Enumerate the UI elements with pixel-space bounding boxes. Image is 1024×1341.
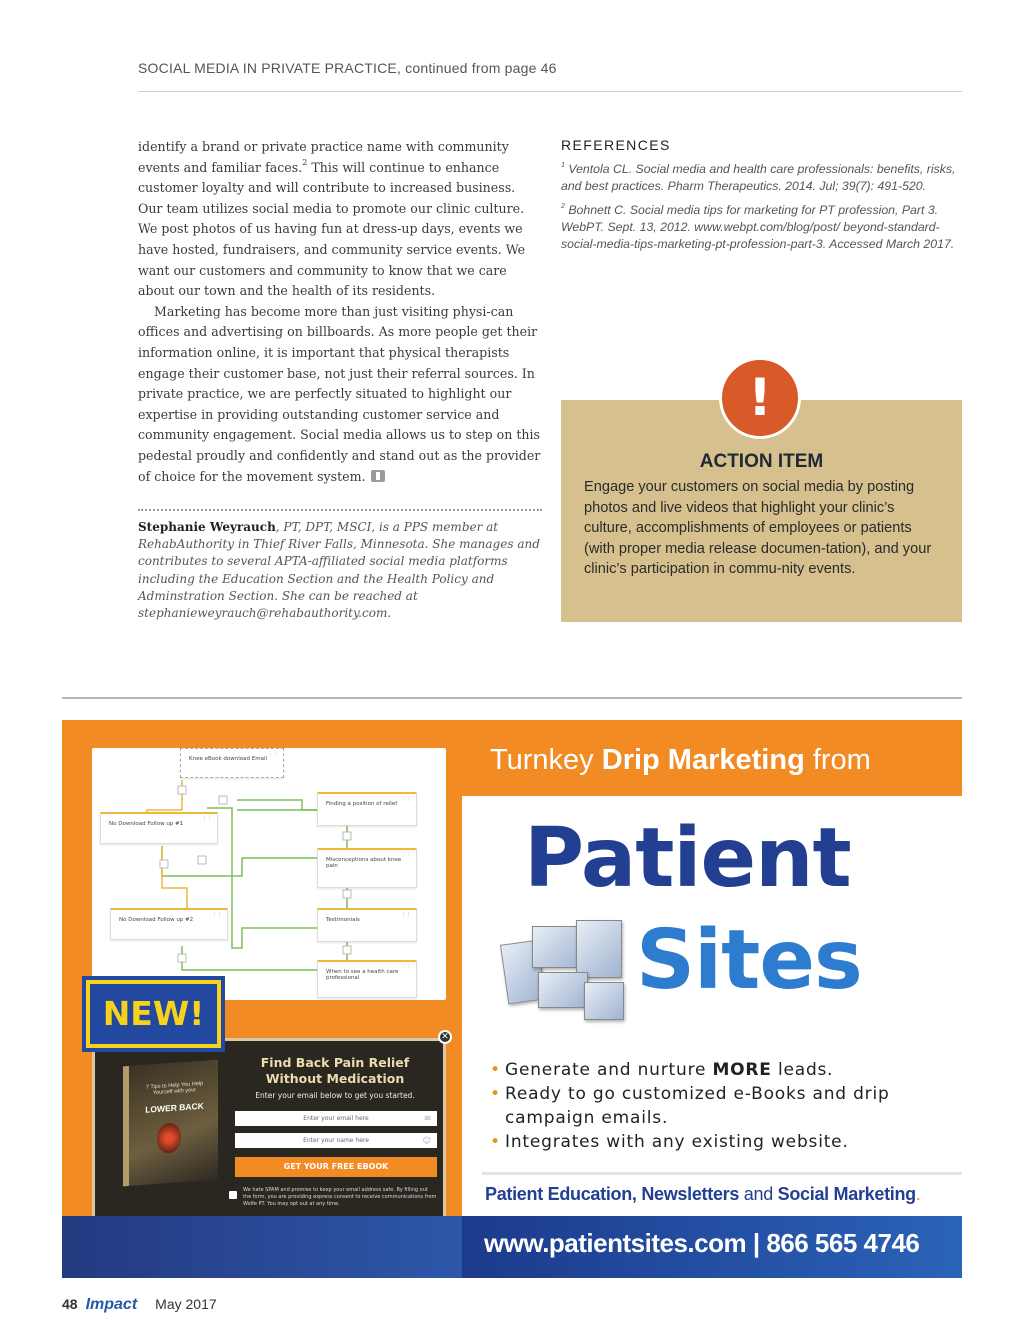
author-bio (138, 519, 542, 622)
email-field[interactable] (235, 1111, 437, 1126)
node-menu-icon: ⋮⋮ (401, 796, 411, 802)
feature-text-end: leads. (771, 1060, 834, 1080)
exclamation-icon: ! (719, 357, 801, 439)
ad-banner (462, 720, 962, 796)
body-paragraph-1 (138, 137, 542, 302)
tagline-dot: . (915, 1184, 921, 1204)
page-footer (62, 1296, 217, 1314)
tagline-part-2: Social Marketing (777, 1184, 916, 1204)
new-badge (82, 976, 225, 1052)
feature-item (490, 1082, 950, 1130)
ad-inner-divider (482, 1172, 962, 1175)
name-placeholder: Enter your name here (303, 1137, 369, 1144)
feature-item (490, 1058, 950, 1082)
ad-headline-pre: Turnkey (490, 744, 602, 776)
flow-node (317, 908, 417, 942)
author-bio-text: , PT, DPT, MSCI, is a PPS member at RehabAuthority in Thief River Falls, Minnesota. She manages and contributes to several APTA-affiliated social media platforms including the Education Section and the Health Policy and Adminstration Section. She can be reached at stephanieweyrauch@rehabauthority.com. (138, 520, 540, 621)
feature-emphasis: MORE (712, 1060, 772, 1080)
reference-number: 2 (561, 202, 565, 210)
flow-node (317, 792, 417, 826)
ad-footer-left (62, 1216, 462, 1278)
end-of-article-icon (371, 470, 385, 482)
body-paragraph-1-text: identify a brand or private practice name with community events and familiar faces. (138, 139, 509, 175)
advertisement (62, 720, 962, 1278)
flow-node (180, 748, 284, 778)
body-paragraph-2-text: Marketing has become more than just visiting physi-can offices and advertising on billboards. As more people get their information online, it is important that physical therapists engage their customer base, not just their referral sources. In private practice, we are perfectly situated to highlight our expertise in providing outstanding customer service and community engagement. Social media allows us to step on this pedestal proudly and confidently and stand out as the provider of choice for the movement system. (138, 303, 541, 484)
issue-date: May 2017 (155, 1296, 217, 1312)
node-menu-icon: ⋮⋮ (401, 912, 411, 918)
flow-node-label: Knee eBook download Email (189, 756, 268, 762)
ebook-cover-title: LOWER BACK (145, 1100, 204, 1115)
flow-node-label: No Download Follow up #1 (109, 821, 184, 827)
flow-node (100, 812, 218, 844)
node-menu-icon: ⋮⋮ (202, 816, 212, 822)
back-pain-graphic (157, 1122, 181, 1154)
popup-fine-print: We hate SPAM and promise to keep your email address safe. By filling out the form, you are providing express consent to receive communications from Wolfe PT. You may opt out at any time. (243, 1187, 437, 1207)
citation-2: 2 (302, 158, 308, 168)
flow-node-label: When to see a health care professional (326, 969, 399, 981)
ad-headline (490, 744, 871, 777)
magazine-name: Impact (85, 1296, 138, 1313)
new-badge-text: NEW! (90, 984, 217, 1044)
body-paragraph-1-text-cont: This will continue to enhance customer loyalty and will contribute to increased business. Our team utilizes social media to promote our clinic culture. We post photos of us having fun at dress-up days, events we have hosted, fundraisers, and community service events. We want our customers and community to know that we care about our town and the health of its residents. (138, 159, 526, 299)
ebook-cover (123, 1060, 218, 1187)
feature-text: Ready to go customized e-Books and drip campaign emails. (505, 1084, 890, 1128)
close-icon[interactable]: ✕ (438, 1030, 452, 1044)
flow-node-label: Misconceptions about knee pain (326, 857, 402, 869)
reference-number: 1 (561, 161, 565, 169)
node-menu-icon: ⋮⋮ (401, 852, 411, 858)
flow-node (317, 960, 417, 998)
running-head: SOCIAL MEDIA IN PRIVATE PRACTICE, continued from page 46 (138, 60, 557, 76)
reference-item (561, 202, 961, 253)
page-number: 48 (62, 1296, 78, 1312)
tagline-part-1: Patient Education, Newsletters (485, 1184, 740, 1204)
popup-subtitle: Enter your email below to get you started. (255, 1091, 415, 1100)
article-body (138, 137, 542, 487)
ad-divider-rule (62, 697, 962, 699)
feature-list (490, 1058, 950, 1154)
phone-image (584, 982, 624, 1020)
user-icon: ☺ (422, 1136, 431, 1145)
laptop-image (538, 972, 588, 1008)
get-ebook-button[interactable]: GET YOUR FREE EBOOK (235, 1157, 437, 1177)
ad-tagline (485, 1184, 921, 1205)
name-field[interactable] (235, 1133, 437, 1148)
reference-text: Ventola CL. Social media and health care professionals: benefits, risks, and best practices. Pharm Therapeutics. 2014. Jul; 39(7): 491-520. (561, 162, 956, 193)
flow-node-label: Testimonials (326, 917, 360, 923)
ad-headline-post: from (804, 744, 871, 776)
tagline-and: and (739, 1184, 778, 1204)
ad-contact-link[interactable]: www.patientsites.com | 866 565 4746 (484, 1228, 920, 1258)
node-menu-icon: ⋮⋮ (268, 751, 278, 757)
flow-node-label: No Download Follow up #2 (119, 917, 194, 923)
feature-text: Integrates with any existing website. (505, 1132, 849, 1152)
lock-icon (229, 1191, 237, 1199)
flow-node (110, 908, 228, 940)
node-menu-icon: ⋮⋮ (212, 912, 222, 918)
author-name: Stephanie Weyrauch (138, 520, 276, 534)
patient-sites-logo-line2: Sites (636, 913, 862, 1008)
mail-icon: ✉ (424, 1114, 431, 1123)
feature-item (490, 1130, 950, 1154)
bio-divider (138, 509, 542, 511)
feature-text: Generate and nurture (505, 1060, 713, 1080)
reference-text: Bohnett C. Social media tips for marketing for PT profession, Part 3. WebPT. Sept. 13, 2012. www.webpt.com/blog/post/ beyond-standard-social-media-tips-marketing-pt-profession-part-3. Accessed March 2017. (561, 203, 955, 251)
header-rule (138, 91, 962, 92)
patient-sites-logo-line1: Patient (524, 811, 851, 906)
flow-node (317, 848, 417, 888)
popup-title: Find Back Pain Relief Without Medication (260, 1055, 410, 1086)
flow-node-label: Finding a position of relief (326, 801, 398, 807)
ebook-cover-text: 7 Tips to Help You Help Yourself with your (145, 1080, 204, 1097)
body-paragraph-2 (138, 302, 542, 487)
action-item-title: ACTION ITEM (699, 451, 824, 472)
references (561, 137, 961, 260)
references-title: REFERENCES (561, 137, 671, 153)
node-menu-icon: ⋮⋮ (401, 964, 411, 970)
action-item-text: Engage your customers on social media by posting photos and live videos that highlight your clinic’s culture, accomplishments of employees or patients (with proper media release documen-tation), and your clinic’s participation in commu-nity events. (584, 479, 932, 578)
screen-image (576, 920, 622, 978)
email-placeholder: Enter your email here (303, 1115, 369, 1122)
drip-flow-diagram (92, 748, 446, 1000)
reference-item (561, 161, 961, 195)
devices-collage-image (498, 916, 628, 1032)
ad-headline-bold: Drip Marketing (601, 744, 805, 776)
